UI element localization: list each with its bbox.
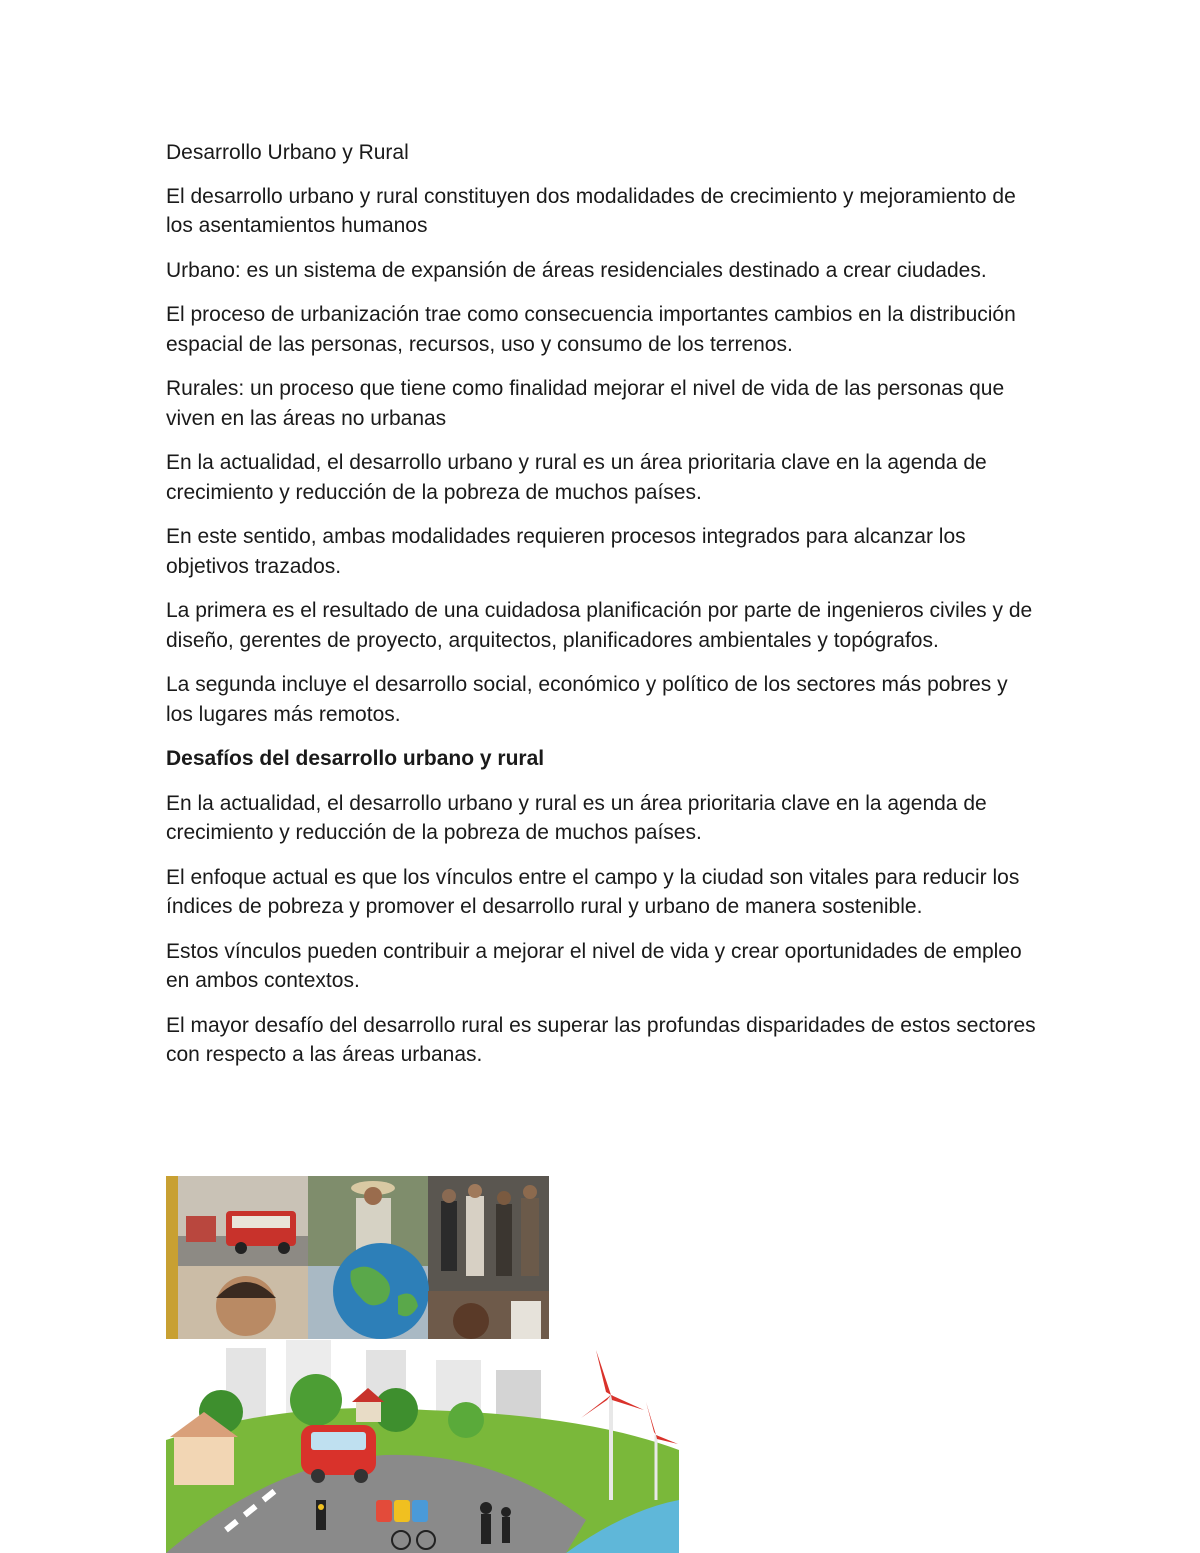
paragraph: Estos vínculos pueden contribuir a mejorar el nivel de vida y crear oportunidades de empleo en ambos contextos. — [166, 939, 1022, 992]
paragraph: En la actualidad, el desarrollo urbano y rural es un área prioritaria clave en la agenda de crecimiento y reducción de la pobreza de muchos países. — [166, 451, 987, 504]
paragraph: El mayor desafío del desarrollo rural es superar las profundas disparidades de estos sectores con respecto a las áreas urbanas. — [166, 1013, 1036, 1066]
section-heading: Desafíos del desarrollo urbano y rural — [166, 747, 545, 770]
paragraph: El enfoque actual es que los vínculos entre el campo y la ciudad son vitales para reducir los índices de pobreza y promover el desarrollo rural y urbano de manera sostenible. — [166, 865, 1020, 918]
paragraph: En este sentido, ambas modalidades requieren procesos integrados para alcanzar los objetivos trazados. — [166, 525, 966, 578]
paragraph: Rurales: un proceso que tiene como finalidad mejorar el nivel de vida de las personas que viven en las áreas no urbanas — [166, 377, 1005, 430]
document-body — [166, 138, 1036, 1085]
paragraph: En la actualidad, el desarrollo urbano y rural es un área prioritaria clave en la agenda de crecimiento y reducción de la pobreza de muchos países. — [166, 791, 987, 844]
paragraph: Urbano: es un sistema de expansión de áreas residenciales destinado a crear ciudades. — [166, 258, 987, 282]
paragraph: El proceso de urbanización trae como consecuencia importantes cambios en la distribución espacial de las personas, recursos, uso y consumo de los terrenos. — [166, 303, 1016, 356]
paragraph: El desarrollo urbano y rural constituyen dos modalidades de crecimiento y mejoramiento de los asentamientos humanos — [166, 184, 1016, 237]
paragraph: La segunda incluye el desarrollo social, económico y político de los sectores más pobres y los lugares más remotos. — [166, 673, 1008, 726]
photo-collage-image — [166, 1176, 549, 1339]
document-title: Desarrollo Urbano y Rural — [166, 141, 409, 164]
paragraph: La primera es el resultado de una cuidadosa planificación por parte de ingenieros civiles y de diseño, gerentes de proyecto, arquitectos, planificadores ambientales y topógrafos. — [166, 599, 1033, 652]
city-illustration-image — [166, 1340, 679, 1553]
